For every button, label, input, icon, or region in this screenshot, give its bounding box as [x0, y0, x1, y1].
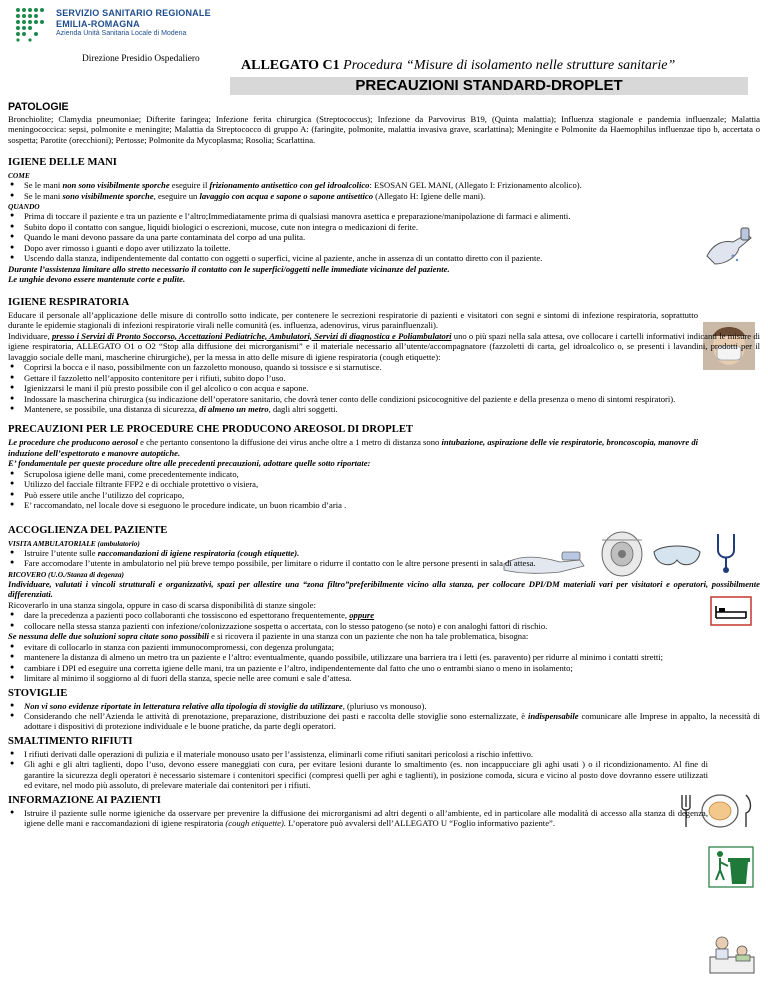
- list-item: [8, 701, 678, 711]
- waste-bin-icon: [708, 846, 754, 888]
- nessuna-text: [8, 631, 760, 641]
- text-span: uno o più spazi nella sala attesa, ove collocare i cartelli informativi indicanti le misure di igiene respiratoria, ALLEGATO O1 o O2 “Stop alla diffusione dei microrganismi” e il materiale necessario all’utente/accompagnatore (fazzoletti di carta, gel idroalcolico o, se presenti i lavandini, prodotti per il lavaggio sociale delle mani, mascherine chirurgiche), per la messa in atto delle misure di igiene respiratoria (cough etiquette):: [8, 330, 760, 362]
- text-span: : ESOSAN GEL MANI, (Allegato I: Frizionamento alcolico).: [369, 180, 582, 191]
- text-span: Mantenere, se possibile, una distanza di sicurezza,: [24, 404, 200, 414]
- text-span: non sono visibilmente sporche: [62, 180, 170, 191]
- text-span: L’operatore può avvalersi dell’ALLEGATO U “Foglio informativo paziente”.: [286, 818, 555, 829]
- list-item: ● Indossare la mascherina chirurgica (su indicazione dell’operatore sanitario, che dovrà tener conto delle condizioni psicocognitive del paziente e della presenza o meno di sintomi respiratori).: [8, 394, 760, 404]
- list-item: ● Scrupolosa igiene delle mani, come precedentemente indicato,: [8, 469, 488, 479]
- page-title-banner: PRECAUZIONI STANDARD-DROPLET: [230, 77, 748, 95]
- logo-line-3: Azienda Unità Sanitaria Locale di Modena: [56, 29, 187, 37]
- igiene-mani-title: IGIENE DELLE MANI: [8, 157, 117, 169]
- text-span: Istruire l’utente sulle: [24, 547, 98, 558]
- text-span: Istruire il paziente sulle norme igieniche da osservare per prevenire la diffusione dei microrganismi ad altri degenti o all’ambiente, ed in particolare alle modalità di accesso alla stanza di degenza, igiene delle mani e raccomandazioni di igiene respiratoria: [24, 807, 708, 829]
- section-igiene-respiratoria: [8, 297, 760, 415]
- list-item: ● evitare di collocarlo in stanza con pazienti immunocompromessi, con degenza prolungata;: [8, 642, 760, 652]
- come-list: [8, 180, 698, 201]
- ricovero-label: RICOVERO (U.O./Stanza di degenza): [8, 569, 125, 579]
- allegato-label: ALLEGATO C1: [241, 58, 340, 73]
- text-span: Se nessuna delle due soluzioni sopra citate sono possibili: [8, 631, 210, 642]
- rifiuti-title: SMALTIMENTO RIFIUTI: [8, 735, 133, 747]
- section-rifiuti: [8, 736, 708, 791]
- text-span: Se le mani: [24, 180, 63, 191]
- informazione-title: INFORMAZIONE AI PAZIENTI: [8, 794, 161, 806]
- list-item: [8, 711, 760, 732]
- section-procedure-aerosol: [8, 424, 760, 510]
- logo-line-2: EMILIA-ROMAGNA: [56, 18, 140, 29]
- direzione-label: Direzione Presidio Ospedaliero: [82, 54, 200, 64]
- text-span: oppure: [349, 610, 375, 621]
- text-span: eseguire il: [169, 180, 210, 191]
- allegato-heading: [241, 57, 675, 74]
- list-item: ● I rifiuti derivati dalle operazioni di pulizia e il materiale monouso usato per l’assistenza, eliminarli come rifiuti sanitari pericolosi a rischio infettivo.: [8, 749, 708, 759]
- text-span: e si ricovera il paziente in una stanza con un paziente che non ha tale problematica, bisogna:: [209, 631, 529, 642]
- text-span: di almeno un metro: [199, 404, 269, 414]
- patologie-title: PATOLOGIE: [8, 101, 69, 113]
- text-span: presso i Servizi di Pronto Soccorso, Accettazioni Pediatriche, Ambulatori, Servizi di diagnostica e Poliambulatori: [52, 330, 452, 341]
- stanza-list: [8, 610, 760, 631]
- logo-line-1: SERVIZIO SANITARIO REGIONALE: [56, 8, 211, 18]
- list-item: ● collocare nella stessa stanza pazienti con infezione/colonizzazione sospetta o accertata, con lo stesso patogeno (se noto) e con analoghi fattori di rischio.: [8, 621, 760, 631]
- list-item: ● Uscendo dalla stanza, indipendentemente dal contatto con oggetti o superfici, vicine al paziente, anche in assenza di un contatto diretto con il paziente.: [8, 253, 760, 263]
- list-item: ● mantenere la distanza di almeno un metro tra un paziente e l’altro: eventualmente, quando possibile, utilizzare una barriera tra i letti (es. paravento) per ridurre al minimo i contatti stretti;: [8, 652, 760, 662]
- text-span: , dagli altri soggetti.: [268, 404, 338, 414]
- text-span: indispensabile: [527, 711, 579, 721]
- patologie-text: Bronchiolite; Clamydia pneumoniae; Difterite faringea; Infezione ferita chirurgica (Streptococcus); Infezione da Parvovirus B19, (Quinta malattia); Influenza stagionale e pandemia influenzale; Malattia meningococcica: sepsi, polmonite e meningite; Malattia da Streptococco di gruppo A: (faringite, polmonite, malattia invasiva grave, scarlattina); Meningite e Polmonite da Haemophilus influenzae tipo b, accertata o sospetta; Parotite (orecchioni); Pertosse; Polmonite da Mycoplasma; Rosolia; Scarlattina.: [8, 113, 760, 145]
- visita-list: [8, 548, 760, 569]
- text-span: raccomandazioni di igiene respiratoria (cough etiquette).: [97, 547, 300, 558]
- stanza-text: Ricoverarlo in una stanza singola, oppure in caso di scarsa disponibilità di stanze singole:: [8, 599, 316, 610]
- list-item: ● Quando le mani devono passare da una parte contaminata del corpo ad una pulita.: [8, 232, 760, 242]
- patient-information-icon: [708, 931, 756, 979]
- text-span: , (pluriuso vs monouso).: [342, 700, 427, 711]
- list-item: ● Utilizzo del facciale filtrante FFP2 e di occhiale protettivo o visiera,: [8, 479, 488, 489]
- quando-list: [8, 211, 760, 263]
- list-item: [8, 404, 760, 414]
- igiene-respiratoria-title: IGIENE RESPIRATORIA: [8, 296, 130, 308]
- quando-label: QUANDO: [8, 202, 40, 212]
- respiratoria-p1: Educare il personale all’applicazione delle misure di controllo sotto indicate, per contenere le secrezioni respiratorie di pazienti e visitatori con segni e sintomi di infezione respiratoria, soprattutto durante le epidemie stagionali di infezioni respiratorie virali nelle comunità (es. influenza, adenovirus, virus parainfluenzali).: [8, 309, 698, 331]
- aerosol-p1: [8, 437, 698, 458]
- section-patologie: [8, 101, 760, 145]
- document-body: [8, 97, 760, 829]
- text-span: Le procedure che producono aerosol: [8, 437, 138, 448]
- ausl-logo-text: [56, 8, 211, 38]
- informazione-list: [8, 808, 708, 829]
- list-item: [8, 610, 760, 620]
- respiratoria-list: [8, 362, 760, 414]
- list-item: ● Gettare il fazzoletto nell’apposito contenitore per i rifiuti, subito dopo l’uso.: [8, 373, 760, 383]
- section-stoviglie: [8, 687, 760, 732]
- text-span: intubazione, aspirazione delle vie respiratorie, broncoscopia, manovre di induzione dell’espettorato e manovre autoptiche.: [8, 437, 698, 458]
- mani-note-2: Le unghie devono essere mantenute corte e pulite.: [8, 274, 186, 285]
- text-span: e che pertanto consentono la diffusione dei virus anche oltre a 1 metro di distanza sono: [137, 437, 442, 448]
- come-label: COME: [8, 171, 30, 181]
- list-item: ● cambiare i DPI ed eseguire una corretta igiene delle mani, tra un paziente e l’altro, indipendentemente dal fatto che uno o entrambi siano o meno in isolamento;: [8, 663, 760, 673]
- stoviglie-list: [8, 700, 760, 732]
- aerosol-p2: E’ fondamentale per queste procedure oltre alle precedenti precauzioni, adottare quelle sotto riportate:: [8, 458, 371, 469]
- list-item: ● Gli aghi e gli altri taglienti, dopo l’uso, devono essere maneggiati con cura, per evitare lesioni durante lo smaltimento (es. non incappucciare gli aghi usati ) o il ricondizionamento. Al fine di garantire la sicurezza degli operatori è necessario sistemare i contenitori specifici (compresi quelli per aghi e taglienti), in posizione comoda, sicura e vicino al posto dove dovranno essere utilizzati ed evitare, nel modo più assoluto, di prelevare materiale dai contenitori per i rifiuti.: [8, 759, 708, 790]
- text-span: Se le mani: [24, 190, 63, 201]
- list-item: [8, 180, 698, 190]
- text-span: sono visibilmente sporche: [62, 190, 154, 201]
- list-item: ● Fare accomodare l’utente in ambulatorio nel più breve tempo possibile, per limitare o ridurre il contatto con le altre persone presenti in sala di attesa.: [8, 558, 760, 568]
- text-span: (Allegato H: Igiene delle mani).: [373, 190, 486, 201]
- page-header: [0, 0, 768, 94]
- allegato-title: Procedura “Misure di isolamento nelle strutture sanitarie”: [343, 58, 676, 73]
- text-span: (cough etiquette).: [225, 818, 287, 829]
- list-item: ● Coprirsi la bocca e il naso, possibilmente con un fazzoletto monouso, quando si tossisce e si starnutisce.: [8, 362, 760, 372]
- text-span: Non vi sono evidenze riportate in letteratura relative alla tipologia di stoviglie da utilizzare: [24, 700, 343, 711]
- visita-label: VISITA AMBULATORIALE (ambulatorio): [8, 538, 140, 548]
- aerosol-list: [8, 469, 488, 511]
- section-informazione: [8, 795, 708, 829]
- list-item: ● E’ raccomandato, nel locale dove si eseguono le procedure indicate, un buon ricambio d’aria .: [8, 500, 488, 510]
- section-igiene-mani: [8, 157, 698, 284]
- list-item: [8, 191, 698, 201]
- accoglienza-title: ACCOGLIENZA DEL PAZIENTE: [8, 524, 168, 536]
- text-span: dare la precedenza a pazienti poco collaboranti che tossiscono ed espettorano frequentemente,: [24, 610, 350, 621]
- list-item: [8, 548, 760, 558]
- list-item: ● limitare al minimo il soggiorno al di fuori della stanza, specie nelle aree comuni e sale d’attesa.: [8, 673, 760, 683]
- list-item: ● Dopo aver rimosso i guanti e dopo aver utilizzato la toilette.: [8, 243, 760, 253]
- text-span: Individuare,: [8, 330, 52, 341]
- mani-note-1: Durante l’assistenza limitare allo stretto necessario il contatto con le superfici/oggetti nelle immediate vicinanze del paziente.: [8, 263, 450, 274]
- text-span: Considerando che nell’Azienda le attività di prenotazione, preparazione, distribuzione dei pasti e raccolta delle stoviglie sono esternalizzate, è: [24, 711, 528, 721]
- list-item: ● Igienizzarsi le mani il più presto possibile con il gel alcolico o con acqua e sapone.: [8, 383, 760, 393]
- text-span: lavaggio con acqua e sapone o sapone antisettico: [199, 190, 374, 201]
- list-item: ● Prima di toccare il paziente e tra un paziente e l’altro;Immediatamente prima di qualsiasi manovra asettica e preparazione/manipolazione di farmaci e alimenti.: [8, 211, 760, 221]
- rifiuti-list: [8, 749, 708, 791]
- procedure-aerosol-title: PRECAUZIONI PER LE PROCEDURE CHE PRODUCONO AREOSOL DI DROPLET: [8, 424, 413, 436]
- list-item: ● Subito dopo il contatto con sangue, liquidi biologici o escrezioni, mucose, cute non integra o medicazioni di ferite.: [8, 222, 760, 232]
- text-span: frizionamento antisettico con gel idroalcolico: [209, 180, 370, 191]
- ricovero-text: Individuare, valutati i vincoli strutturali e organizzativi, spazi per allestire una “zona filtro”preferibilmente vicino alla stanza, per collocare DPI/DM materiali vari per visitatori e operatori, possibilmente differenziati.: [8, 578, 760, 600]
- section-accoglienza: [8, 525, 760, 684]
- stoviglie-title: STOVIGLIE: [8, 687, 68, 699]
- text-span: comunicare alle Imprese in appalto, la necessità di adottare i dispositivi di protezione individuale e le buone pratiche, da parte degli operatori.: [24, 711, 760, 732]
- list-item: [8, 808, 708, 829]
- text-span: , eseguire un: [153, 190, 200, 201]
- ricovero-list: [8, 642, 760, 684]
- respiratoria-p2: [8, 331, 760, 362]
- ausl-logo-icon: [14, 6, 52, 42]
- list-item: ● Può essere utile anche l’utilizzo del copricapo,: [8, 490, 488, 500]
